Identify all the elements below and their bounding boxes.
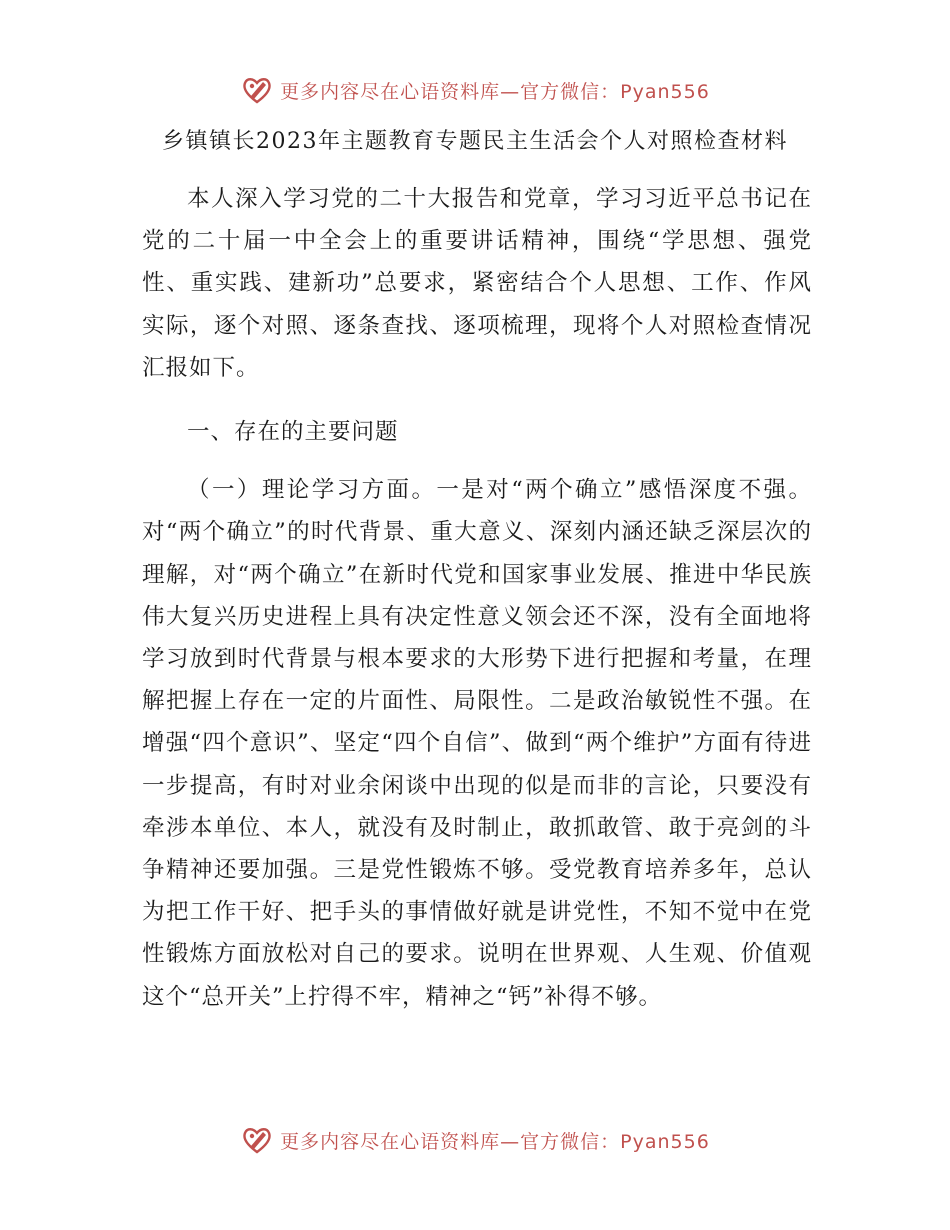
section-paragraph: （一）理论学习方面。一是对“两个确立”感悟深度不强。对“两个确立”的时代背景、重大意义、深刻内涵还缺乏深层次的理解，对“两个确立”在新时代党和国家事业发展、推进中华民族伟大复兴历史进程上具有决定性意义领会还不深，没有全面地将学习放到时代背景与根本要求的大形势下进行把握和考量，在理解把握上存在一定的片面性、局限性。二是政治敏锐性不强。在增强“四个意识”、坚定“四个自信”、做到“两个维护”方面有待进一步提高，有时对业余闲谈中出现的似是而非的言论，只要没有牵涉本单位、本人，就没有及时制止，敢抓敢管、敢于亮剑的斗争精神还要加强。三是党性锻炼不够。受党教育培养多年，总认为把工作干好、把手头的事情做好就是讲党性，不知不觉中在党性锻炼方面放松对自己的要求。说明在世界观、人生观、价值观这个“总开关”上拧得不牢，精神之“钙”补得不够。 (142, 477, 812, 1010)
intro-paragraph: 本人深入学习党的二十大报告和党章，学习习近平总书记在党的二十届一中全会上的重要讲话精神，围绕“学思想、强党性、重实践、建新功”总要求，紧密结合个人思想、工作、作风实际，逐个对照、逐条查找、逐项梳理，现将个人对照检查情况汇报如下。 (142, 186, 812, 381)
footer-watermark (0, 1120, 950, 1160)
watermark-text: 更多内容尽在心语资料库—官方微信：Pyan556 (280, 1130, 710, 1153)
watermark-text: 更多内容尽在心语资料库—官方微信：Pyan556 (280, 80, 710, 103)
heart-pen-logo-icon (240, 73, 274, 107)
heart-pen-logo-icon (240, 1123, 274, 1157)
header-watermark (0, 70, 950, 110)
document-body (142, 178, 812, 1018)
section-heading: 一、存在的主要问题 (187, 419, 399, 446)
document-title: 乡镇镇长2023年主题教育专题民主生活会个人对照检查材料 (162, 129, 788, 154)
